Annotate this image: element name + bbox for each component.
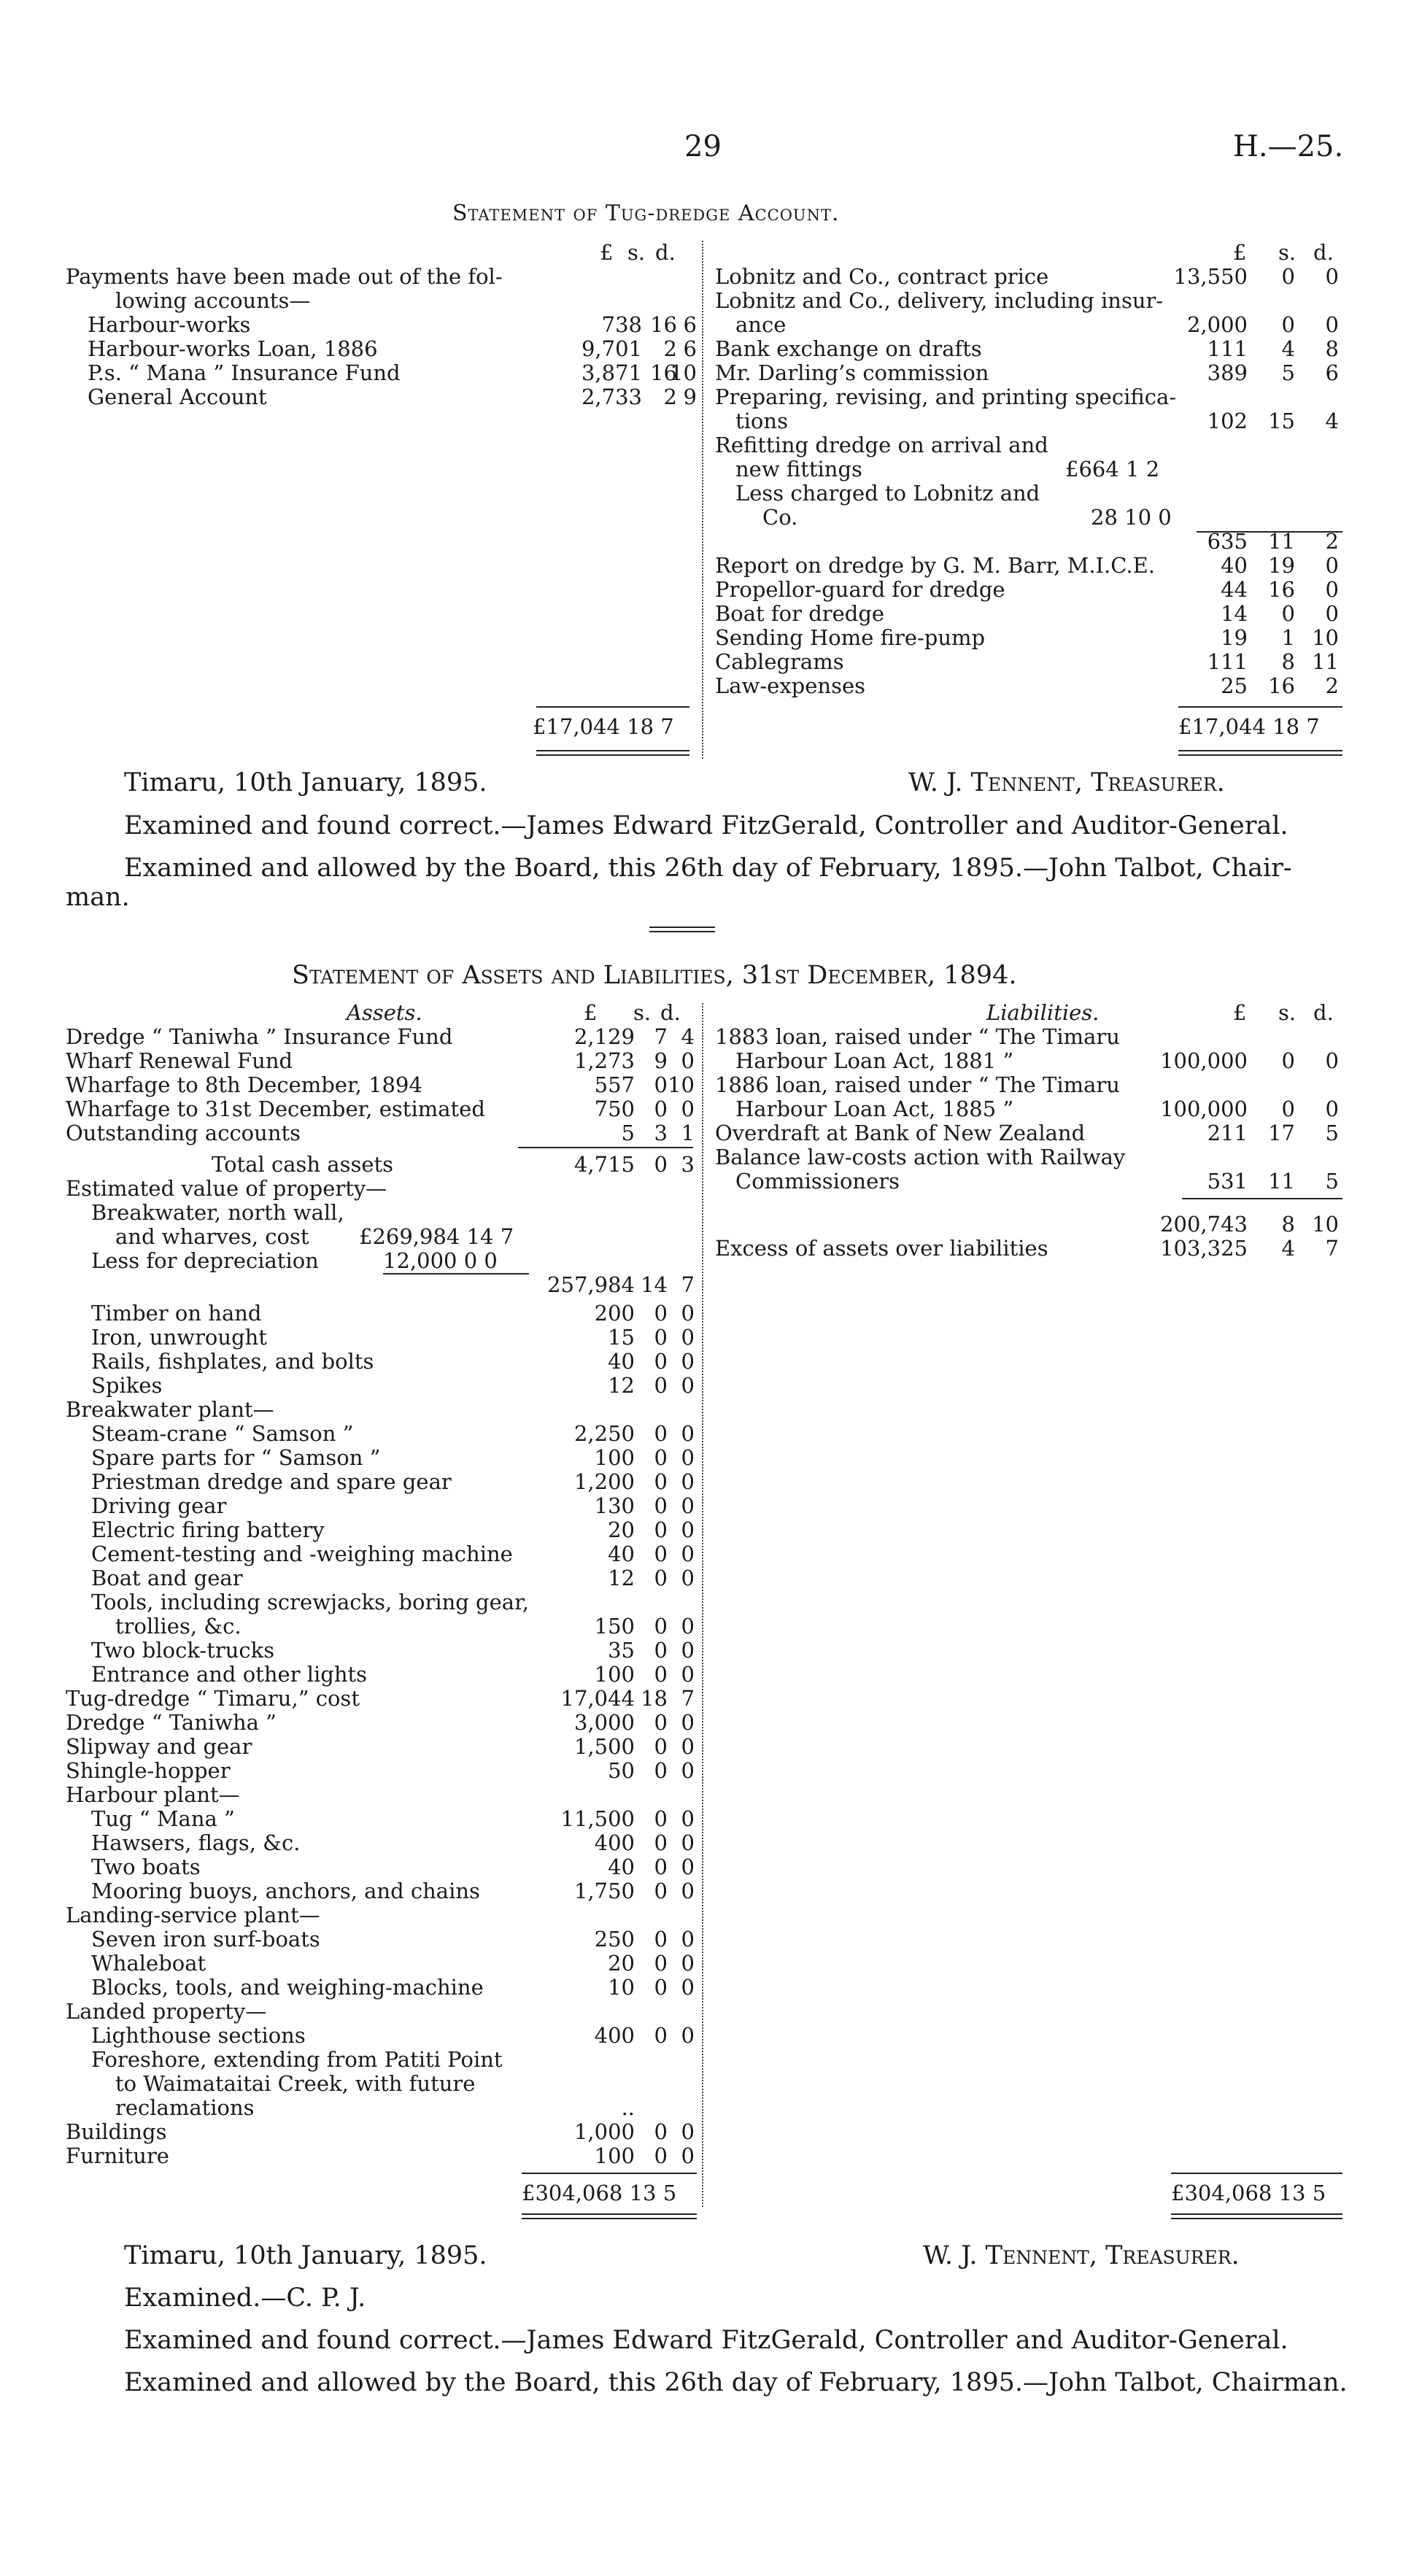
excess-assets-shillings: 4 bbox=[1281, 1236, 1295, 1261]
breakwater-plant-row-pence: 0 bbox=[681, 1445, 695, 1470]
breakwater-plant-row-shillings: 0 bbox=[654, 1566, 668, 1590]
stock-row-pence: 0 bbox=[681, 1349, 695, 1374]
liabilities-head-pounds: £ bbox=[1233, 1000, 1247, 1025]
liabilities-head: Liabilities. bbox=[986, 1000, 1100, 1025]
tug-right-head-pence: d. bbox=[1313, 240, 1334, 265]
tug-left-row-shillings: 16 bbox=[650, 312, 677, 337]
dredge-row-pence: 0 bbox=[681, 1710, 695, 1735]
loan-1883-pence: 0 bbox=[1325, 1048, 1339, 1073]
plant-row-pounds: 100 bbox=[594, 1662, 635, 1687]
law-costs-pounds: 531 bbox=[1207, 1169, 1248, 1194]
harbour-plant-row-pence: 0 bbox=[681, 1806, 695, 1831]
tug-right-item-pence: 2 bbox=[1325, 673, 1339, 698]
lighthouse-row-shillings: 0 bbox=[654, 2023, 668, 2048]
tug-right-bank-exchange-label: Bank exchange on drafts bbox=[715, 336, 982, 361]
harbour-plant: Harbour plant— bbox=[66, 1782, 240, 1807]
landing-plant-row-label: Seven iron surf-boats bbox=[91, 1927, 320, 1952]
breakwater-plant-row-shillings: 0 bbox=[654, 1445, 668, 1470]
tug-right-item-label: Sending Home fire-pump bbox=[715, 625, 986, 650]
tug-date: Timaru, 10th January, 1895. bbox=[124, 768, 487, 797]
stock-row-pence: 0 bbox=[681, 1373, 695, 1398]
loan-1886-label: Harbour Loan Act, 1885 ” bbox=[735, 1096, 1014, 1121]
assets-column-divider bbox=[702, 1003, 703, 2207]
harbour-plant-row-pence: 0 bbox=[681, 1879, 695, 1903]
property-row-label: Buildings bbox=[66, 2119, 167, 2144]
liabilities-total-double-rule bbox=[1171, 2213, 1342, 2219]
harbour-plant-row-label: Mooring buoys, anchors, and chains bbox=[91, 1879, 480, 1903]
tug-right-lobnitz-delivery-2-label: ance bbox=[735, 312, 787, 337]
tug-right-lobnitz-contract-pounds: 13,550 bbox=[1173, 264, 1248, 289]
assets-total-double-rule bbox=[522, 2213, 697, 2219]
tug-left-head-pence: d. bbox=[655, 240, 676, 265]
law-costs-label: Commissioners bbox=[735, 1169, 900, 1194]
cash-asset-row-pence: 0 bbox=[681, 1096, 695, 1121]
tug-left-row-shillings: 16 bbox=[650, 360, 677, 385]
tug-examined: Examined and found correct.—James Edward FitzGerald, Controller and Auditor-General. bbox=[124, 811, 1288, 840]
assets-examined: Examined and found correct.—James Edward FitzGerald, Controller and Auditor-General. bbox=[124, 2326, 1288, 2355]
cash-asset-row-shillings: 0 bbox=[654, 1072, 668, 1097]
tug-account-title: Statement of Tug-dredge Account. bbox=[452, 201, 840, 226]
breakwater-plant-row-pence: 0 bbox=[681, 1566, 695, 1590]
tools-row-pence: 0 bbox=[681, 1614, 695, 1639]
breakwater-cost: £269,984 14 7 bbox=[359, 1224, 514, 1249]
breakwater-plant-row-pounds: 12 bbox=[608, 1566, 635, 1590]
tug-left-intro-2: lowing accounts— bbox=[115, 288, 311, 313]
harbour-plant-row-pounds: 40 bbox=[608, 1854, 635, 1879]
landing-plant-row-label: Whaleboat bbox=[91, 1951, 206, 1976]
plant-row-pence: 0 bbox=[681, 1662, 695, 1687]
tug-left-row-label: General Account bbox=[88, 384, 267, 409]
tug-right-item-pence: 0 bbox=[1325, 601, 1339, 626]
stock-row-shillings: 0 bbox=[654, 1325, 668, 1350]
cash-total-rule bbox=[518, 1147, 693, 1148]
excess-assets-label: Excess of assets over liabilities bbox=[715, 1236, 1048, 1261]
cash-asset-row-pence: 10 bbox=[668, 1072, 695, 1097]
harbour-plant-row-shillings: 0 bbox=[654, 1879, 668, 1903]
cash-asset-row-pounds: 557 bbox=[594, 1072, 635, 1097]
breakwater-plant-row-label: Electric firing battery bbox=[91, 1517, 325, 1542]
landing-plant: Landing-service plant— bbox=[66, 1903, 320, 1927]
depreciation-label: Less for depreciation bbox=[91, 1248, 319, 1273]
landing-plant-row-pence: 0 bbox=[681, 1927, 695, 1952]
harbour-plant-row-label: Tug “ Mana ” bbox=[91, 1806, 235, 1831]
assets-allowed: Examined and allowed by the Board, this 26th day of February, 1895.—John Talbot, Chairman. bbox=[124, 2368, 1348, 2397]
tug-right-refit-net-pence: 2 bbox=[1325, 529, 1339, 554]
tug-right-item-shillings: 16 bbox=[1268, 673, 1295, 698]
tug-right-refit-net-pounds: 635 bbox=[1207, 529, 1248, 554]
foreshore-line1: Foreshore, extending from Patiti Point bbox=[91, 2047, 503, 2072]
tug-right-item-shillings: 8 bbox=[1281, 649, 1295, 674]
assets-total-rule bbox=[522, 2173, 697, 2174]
liabilities-subtotal-rule bbox=[1182, 1198, 1342, 1199]
tug-right-lobnitz-delivery: Lobnitz and Co., delivery, including insur- bbox=[715, 288, 1164, 313]
tug-right-item-label: Report on dredge by G. M. Barr, M.I.C.E. bbox=[715, 553, 1155, 578]
tug-right-item-label: Propellor-guard for dredge bbox=[715, 577, 1005, 602]
overdraft-pounds: 211 bbox=[1207, 1121, 1248, 1145]
tug-right-item-shillings: 1 bbox=[1281, 625, 1295, 650]
assets-examined-cpj: Examined.—C. P. J. bbox=[124, 2283, 366, 2313]
cash-asset-row-pounds: 1,273 bbox=[573, 1048, 635, 1073]
stock-row-shillings: 0 bbox=[654, 1349, 668, 1374]
breakwater-plant-row-pence: 0 bbox=[681, 1421, 695, 1446]
tug-left-row-shillings: 2 bbox=[663, 336, 677, 361]
tug-right-specifications-2-label: tions bbox=[735, 409, 788, 433]
tug-right-darling-shillings: 5 bbox=[1281, 360, 1295, 385]
plant-row-label: Entrance and other lights bbox=[91, 1662, 368, 1687]
tug-left-head-shillings: s. bbox=[627, 240, 646, 265]
tools-row-label: trollies, &c. bbox=[115, 1614, 241, 1639]
stock-row-pounds: 12 bbox=[608, 1373, 635, 1398]
assets-head-pence: d. bbox=[660, 1000, 681, 1025]
tug-left-row-pence: 10 bbox=[670, 360, 697, 385]
breakwater-plant-row-pence: 0 bbox=[681, 1493, 695, 1518]
section-separator bbox=[649, 927, 715, 932]
tug-right-item-pounds: 40 bbox=[1221, 553, 1248, 578]
tug-right-lobnitz-contract-shillings: 0 bbox=[1281, 264, 1295, 289]
tug-left-total: £17,044 18 7 bbox=[533, 714, 674, 739]
breakwater-net-pounds: 257,984 bbox=[547, 1272, 635, 1297]
stock-row-pounds: 15 bbox=[608, 1325, 635, 1350]
landing-plant-row-pounds: 20 bbox=[608, 1951, 635, 1976]
breakwater-plant-row-shillings: 0 bbox=[654, 1493, 668, 1518]
tug-column-divider bbox=[702, 241, 703, 759]
dredge-row-shillings: 0 bbox=[654, 1710, 668, 1735]
cash-asset-row-pence: 0 bbox=[681, 1048, 695, 1073]
cash-asset-row-label: Outstanding accounts bbox=[66, 1121, 301, 1145]
tug-right-item-pounds: 44 bbox=[1221, 577, 1248, 602]
excess-assets-pence: 7 bbox=[1325, 1236, 1339, 1261]
liabilities-subtotal-pounds: 200,743 bbox=[1160, 1212, 1248, 1237]
tug-right-specifications-2-pounds: 102 bbox=[1207, 409, 1248, 433]
tug-right-item-pounds: 14 bbox=[1221, 601, 1248, 626]
tug-right-darling-pence: 6 bbox=[1325, 360, 1339, 385]
tug-right-refitting-3: Less charged to Lobnitz and bbox=[735, 481, 1040, 506]
stock-row-label: Iron, unwrought bbox=[91, 1325, 267, 1350]
cash-asset-row-pence: 1 bbox=[681, 1121, 695, 1145]
loan-1886-pounds: 100,000 bbox=[1160, 1096, 1248, 1121]
estimated-property: Estimated value of property— bbox=[66, 1176, 387, 1201]
harbour-plant-row-pounds: 1,750 bbox=[573, 1879, 635, 1903]
tug-right-darling-pounds: 389 bbox=[1207, 360, 1248, 385]
liabilities-subtotal-pence: 10 bbox=[1312, 1212, 1339, 1237]
stock-row-pounds: 40 bbox=[608, 1349, 635, 1374]
harbour-plant-row-pence: 0 bbox=[681, 1830, 695, 1855]
property-row-shillings: 0 bbox=[654, 2119, 668, 2144]
dredge-row-shillings: 0 bbox=[654, 1734, 668, 1759]
dredge-row-pence: 0 bbox=[681, 1734, 695, 1759]
foreshore-row-pounds: .. bbox=[621, 2095, 635, 2120]
dredge-row-pounds: 17,044 bbox=[560, 1686, 635, 1711]
cash-asset-row-shillings: 3 bbox=[654, 1121, 668, 1145]
tug-right-item-label: Law-expenses bbox=[715, 673, 866, 698]
property-row-pounds: 100 bbox=[594, 2143, 635, 2168]
tug-left-row-pounds: 9,701 bbox=[581, 336, 642, 361]
tug-allowed-line1: Examined and allowed by the Board, this 26th day of February, 1895.—John Talbot, Chair- bbox=[124, 854, 1292, 883]
loan-1883-line1: 1883 loan, raised under “ The Timaru bbox=[715, 1024, 1120, 1049]
tug-right-item-pence: 10 bbox=[1312, 625, 1339, 650]
tools-row-pounds: 150 bbox=[594, 1614, 635, 1639]
tug-left-row-pounds: 738 bbox=[601, 312, 642, 337]
stock-row-label: Timber on hand bbox=[91, 1301, 262, 1326]
property-row-pence: 0 bbox=[681, 2143, 695, 2168]
total-cash-assets-shillings: 0 bbox=[654, 1152, 668, 1177]
loan-1886-shillings: 0 bbox=[1281, 1096, 1295, 1121]
loan-1883-pounds: 100,000 bbox=[1160, 1048, 1248, 1073]
tug-right-head-pounds: £ bbox=[1233, 240, 1247, 265]
assets-total: £304,068 13 5 bbox=[522, 2181, 677, 2205]
foreshore-line2: to Waimataitai Creek, with future bbox=[115, 2071, 476, 2096]
stock-row-label: Spikes bbox=[91, 1373, 163, 1398]
law-costs-line1: Balance law-costs action with Railway bbox=[715, 1145, 1126, 1169]
excess-assets-pounds: 103,325 bbox=[1160, 1236, 1248, 1261]
dredge-row-shillings: 18 bbox=[641, 1686, 668, 1711]
cash-asset-row-shillings: 0 bbox=[654, 1096, 668, 1121]
breakwater-plant-row-pounds: 20 bbox=[608, 1517, 635, 1542]
landing-plant-row-pence: 0 bbox=[681, 1975, 695, 2000]
dredge-row-label: Shingle-hopper bbox=[66, 1758, 231, 1783]
assets-head: Assets. bbox=[347, 1000, 422, 1025]
tug-right-lobnitz-contract-pence: 0 bbox=[1325, 264, 1339, 289]
loan-1886-line1: 1886 loan, raised under “ The Timaru bbox=[715, 1072, 1120, 1097]
stock-row-shillings: 0 bbox=[654, 1301, 668, 1326]
tug-left-total-rule bbox=[536, 706, 689, 708]
harbour-plant-row-pence: 0 bbox=[681, 1854, 695, 1879]
loan-1883-label: Harbour Loan Act, 1881 ” bbox=[735, 1048, 1014, 1073]
cash-asset-row-label: Wharf Renewal Fund bbox=[66, 1048, 293, 1073]
tug-right-specifications: Preparing, revising, and printing specifica- bbox=[715, 384, 1177, 409]
tools-line1: Tools, including screwjacks, boring gear, bbox=[91, 1590, 529, 1614]
stock-row-pence: 0 bbox=[681, 1301, 695, 1326]
overdraft-label: Overdraft at Bank of New Zealand bbox=[715, 1121, 1086, 1145]
property-row-label: Furniture bbox=[66, 2143, 169, 2168]
tug-right-bank-exchange-shillings: 4 bbox=[1281, 336, 1295, 361]
assets-liabilities-title: Statement of Assets and Liabilities, 31st December, 1894. bbox=[292, 961, 1017, 990]
harbour-plant-row-label: Hawsers, flags, &c. bbox=[91, 1830, 301, 1855]
tug-left-row-label: Harbour-works Loan, 1886 bbox=[88, 336, 378, 361]
tug-treasurer: W. J. Tennent, Treasurer. bbox=[908, 768, 1225, 797]
tug-right-refit-net-shillings: 11 bbox=[1268, 529, 1295, 554]
tug-left-row-shillings: 2 bbox=[663, 384, 677, 409]
dredge-row-pence: 0 bbox=[681, 1758, 695, 1783]
property-row-pence: 0 bbox=[681, 2119, 695, 2144]
tug-right-specifications-2-shillings: 15 bbox=[1268, 409, 1295, 433]
tug-right-item-pence: 0 bbox=[1325, 577, 1339, 602]
tug-right-lobnitz-contract-label: Lobnitz and Co., contract price bbox=[715, 264, 1049, 289]
cash-asset-row-pounds: 2,129 bbox=[573, 1024, 635, 1049]
landing-plant-row-shillings: 0 bbox=[654, 1927, 668, 1952]
harbour-plant-row-pounds: 11,500 bbox=[560, 1806, 635, 1831]
liabilities-head-pence: d. bbox=[1313, 1000, 1334, 1025]
breakwater-plant-row-label: Boat and gear bbox=[91, 1566, 243, 1590]
harbour-plant-row-shillings: 0 bbox=[654, 1806, 668, 1831]
liabilities-head-shillings: s. bbox=[1278, 1000, 1297, 1025]
property-row-shillings: 0 bbox=[654, 2143, 668, 2168]
tug-right-darling-label: Mr. Darling’s commission bbox=[715, 360, 989, 385]
landing-plant-row-pence: 0 bbox=[681, 1951, 695, 1976]
tug-right-total-double-rule bbox=[1178, 750, 1342, 756]
liabilities-subtotal-shillings: 8 bbox=[1281, 1212, 1295, 1237]
landing-plant-row-label: Blocks, tools, and weighing-machine bbox=[91, 1975, 484, 2000]
breakwater-net-pence: 7 bbox=[681, 1272, 695, 1297]
tug-right-refitting: Refitting dredge on arrival and bbox=[715, 433, 1048, 457]
dredge-row-pounds: 1,500 bbox=[573, 1734, 635, 1759]
breakwater-plant-row-shillings: 0 bbox=[654, 1542, 668, 1566]
breakwater-plant-row-pounds: 1,200 bbox=[573, 1469, 635, 1494]
loan-1886-pence: 0 bbox=[1325, 1096, 1339, 1121]
tug-right-lobnitz-delivery-2-pence: 0 bbox=[1325, 312, 1339, 337]
harbour-plant-row-shillings: 0 bbox=[654, 1830, 668, 1855]
lighthouse-row-pounds: 400 bbox=[594, 2023, 635, 2048]
stock-row-label: Rails, fishplates, and bolts bbox=[91, 1349, 374, 1374]
tug-left-row-label: P.s. “ Mana ” Insurance Fund bbox=[88, 360, 401, 385]
foreshore-row-label: reclamations bbox=[115, 2095, 255, 2120]
plant-row-pounds: 35 bbox=[608, 1638, 635, 1663]
tug-right-total-rule bbox=[1178, 706, 1342, 708]
harbour-plant-row-label: Two boats bbox=[91, 1854, 201, 1879]
document-reference: H.—25. bbox=[1233, 130, 1344, 163]
tug-right-item-shillings: 0 bbox=[1281, 601, 1295, 626]
cash-asset-row-label: Dredge “ Taniwha ” Insurance Fund bbox=[66, 1024, 453, 1049]
tug-left-row-label: Harbour-works bbox=[88, 312, 251, 337]
overdraft-shillings: 17 bbox=[1268, 1121, 1295, 1145]
tug-left-row-pounds: 2,733 bbox=[581, 384, 642, 409]
plant-row-shillings: 0 bbox=[654, 1638, 668, 1663]
dredge-row-label: Tug-dredge “ Timaru,” cost bbox=[66, 1686, 360, 1711]
tug-right-item-pence: 0 bbox=[1325, 553, 1339, 578]
tug-left-row-pence: 6 bbox=[683, 312, 697, 337]
harbour-plant-row-pounds: 400 bbox=[594, 1830, 635, 1855]
tug-right-lobnitz-delivery-2-shillings: 0 bbox=[1281, 312, 1295, 337]
dredge-row-shillings: 0 bbox=[654, 1758, 668, 1783]
dredge-row-pounds: 50 bbox=[608, 1758, 635, 1783]
cash-asset-row-pence: 4 bbox=[681, 1024, 695, 1049]
tug-right-total: £17,044 18 7 bbox=[1178, 714, 1320, 739]
property-row-pounds: 1,000 bbox=[573, 2119, 635, 2144]
tug-right-item-pence: 11 bbox=[1312, 649, 1339, 674]
landed-property: Landed property— bbox=[66, 1999, 267, 2024]
tug-left-row-pence: 9 bbox=[683, 384, 697, 409]
tug-left-row-pence: 6 bbox=[683, 336, 697, 361]
liabilities-total: £304,068 13 5 bbox=[1171, 2181, 1326, 2205]
cash-asset-row-pounds: 750 bbox=[594, 1096, 635, 1121]
dredge-row-label: Dredge “ Taniwha ” bbox=[66, 1710, 277, 1735]
total-cash-assets-pence: 3 bbox=[681, 1152, 695, 1177]
stock-row-shillings: 0 bbox=[654, 1373, 668, 1398]
breakwater-label: and wharves, cost bbox=[115, 1224, 309, 1249]
tug-right-lobnitz-delivery-2-pounds: 2,000 bbox=[1186, 312, 1248, 337]
stock-row-pence: 0 bbox=[681, 1325, 695, 1350]
plant-row-pence: 0 bbox=[681, 1638, 695, 1663]
lighthouse-row-pence: 0 bbox=[681, 2023, 695, 2048]
stock-row-pounds: 200 bbox=[594, 1301, 635, 1326]
liabilities-total-rule bbox=[1171, 2173, 1342, 2174]
tug-right-head-shillings: s. bbox=[1278, 240, 1297, 265]
lighthouse-row-label: Lighthouse sections bbox=[91, 2023, 306, 2048]
dredge-row-pence: 7 bbox=[681, 1686, 695, 1711]
cash-asset-row-shillings: 9 bbox=[654, 1048, 668, 1073]
breakwater-plant-row-label: Cement-testing and -weighing machine bbox=[91, 1542, 513, 1566]
page-number: 29 bbox=[684, 130, 722, 163]
overdraft-pence: 5 bbox=[1325, 1121, 1339, 1145]
total-cash-assets-label: Total cash assets bbox=[212, 1152, 394, 1177]
breakwater-plant-row-shillings: 0 bbox=[654, 1469, 668, 1494]
tug-right-item-label: Cablegrams bbox=[715, 649, 844, 674]
plant-row-label: Two block-trucks bbox=[91, 1638, 275, 1663]
harbour-plant-row-shillings: 0 bbox=[654, 1854, 668, 1879]
tug-right-refitting-2-label: new fittings bbox=[735, 457, 862, 481]
tug-right-item-shillings: 16 bbox=[1268, 577, 1295, 602]
breakwater-plant-row-label: Steam-crane “ Samson ” bbox=[91, 1421, 354, 1446]
assets-head-shillings: s. bbox=[633, 1000, 652, 1025]
breakwater-plant: Breakwater plant— bbox=[66, 1397, 274, 1422]
dredge-row-label: Slipway and gear bbox=[66, 1734, 252, 1759]
tug-left-total-double-rule bbox=[536, 750, 689, 756]
assets-head-pounds: £ bbox=[584, 1000, 598, 1025]
tug-right-item-shillings: 19 bbox=[1268, 553, 1295, 578]
breakwater-plant-row-pounds: 130 bbox=[594, 1493, 635, 1518]
law-costs-pence: 5 bbox=[1325, 1169, 1339, 1194]
breakwater-plant-row-shillings: 0 bbox=[654, 1421, 668, 1446]
total-cash-assets-pounds: 4,715 bbox=[573, 1152, 635, 1177]
depreciation-amount: 12,000 0 0 bbox=[383, 1248, 498, 1273]
cash-asset-row-label: Wharfage to 31st December, estimated bbox=[66, 1096, 485, 1121]
tug-right-refitting-4-amount: 28 10 0 bbox=[1091, 505, 1172, 530]
law-costs-shillings: 11 bbox=[1268, 1169, 1295, 1194]
tug-right-item-pounds: 25 bbox=[1221, 673, 1248, 698]
tug-left-row-pounds: 3,871 bbox=[581, 360, 642, 385]
tug-allowed-line2: man. bbox=[66, 883, 130, 912]
tug-right-refitting-4-label: Co. bbox=[762, 505, 798, 530]
loan-1883-shillings: 0 bbox=[1281, 1048, 1295, 1073]
tug-right-item-pounds: 19 bbox=[1221, 625, 1248, 650]
breakwater-plant-row-pounds: 40 bbox=[608, 1542, 635, 1566]
breakwater-line1: Breakwater, north wall, bbox=[91, 1200, 344, 1225]
breakwater-plant-row-pence: 0 bbox=[681, 1517, 695, 1542]
breakwater-plant-row-pounds: 100 bbox=[594, 1445, 635, 1470]
tug-right-bank-exchange-pence: 8 bbox=[1325, 336, 1339, 361]
assets-date: Timaru, 10th January, 1895. bbox=[124, 2241, 487, 2270]
tug-right-specifications-2-pence: 4 bbox=[1325, 409, 1339, 433]
breakwater-plant-row-pence: 0 bbox=[681, 1542, 695, 1566]
tug-right-item-label: Boat for dredge bbox=[715, 601, 885, 626]
tug-right-refitting-2-amount: £664 1 2 bbox=[1065, 457, 1160, 481]
tug-right-bank-exchange-pounds: 111 bbox=[1207, 336, 1248, 361]
cash-asset-row-label: Wharfage to 8th December, 1894 bbox=[66, 1072, 422, 1097]
plant-row-shillings: 0 bbox=[654, 1662, 668, 1687]
tools-row-shillings: 0 bbox=[654, 1614, 668, 1639]
breakwater-plant-row-shillings: 0 bbox=[654, 1517, 668, 1542]
cash-asset-row-shillings: 7 bbox=[654, 1024, 668, 1049]
breakwater-net-shillings: 14 bbox=[641, 1272, 668, 1297]
tug-left-intro: Payments have been made out of the fol- bbox=[66, 264, 503, 289]
tug-right-item-pounds: 111 bbox=[1207, 649, 1248, 674]
breakwater-plant-row-label: Spare parts for “ Samson ” bbox=[91, 1445, 381, 1470]
breakwater-plant-row-pounds: 2,250 bbox=[573, 1421, 635, 1446]
landing-plant-row-pounds: 250 bbox=[594, 1927, 635, 1952]
breakwater-plant-row-label: Priestman dredge and spare gear bbox=[91, 1469, 452, 1494]
landing-plant-row-shillings: 0 bbox=[654, 1975, 668, 2000]
landing-plant-row-pounds: 10 bbox=[608, 1975, 635, 2000]
cash-asset-row-pounds: 5 bbox=[621, 1121, 635, 1145]
dredge-row-pounds: 3,000 bbox=[573, 1710, 635, 1735]
breakwater-plant-row-label: Driving gear bbox=[91, 1493, 227, 1518]
assets-treasurer: W. J. Tennent, Treasurer. bbox=[923, 2241, 1240, 2270]
landing-plant-row-shillings: 0 bbox=[654, 1951, 668, 1976]
breakwater-plant-row-pence: 0 bbox=[681, 1469, 695, 1494]
tug-left-head-pounds: £ bbox=[600, 240, 614, 265]
